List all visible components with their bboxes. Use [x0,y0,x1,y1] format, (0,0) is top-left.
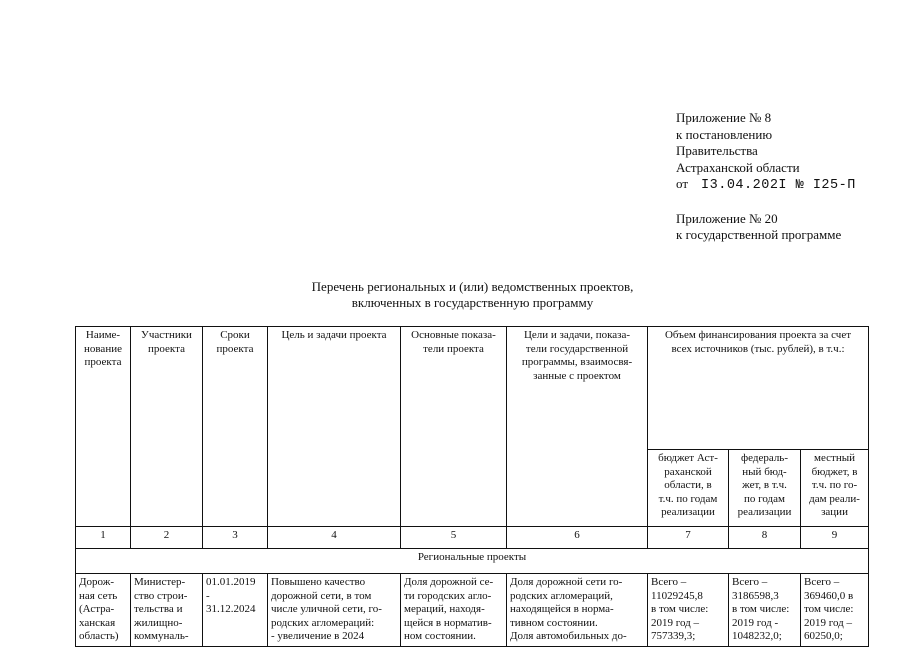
header-program-goals: Цели и задачи, показа- тели государственной программы, взаимосвя- занные с проектом [507,327,648,527]
header-goal: Цель и задачи проекта [268,327,401,527]
header-date [676,176,896,195]
cell-indicators: Доля дорожной се- ти городских агло- мераций, находя- щейся в норматив- ном состоянии. [401,574,507,647]
date-value: I3.04.202I № I25-П [701,178,856,193]
cell-local-budget: Всего – 369460,0 в том числе: 2019 год – 60250,0; [801,574,869,647]
header-participants: Участники проекта [131,327,203,527]
column-number: 1 [76,527,131,549]
cell-goal: Повышено качество дорожной сети, в том числе уличной сети, го- родских агломераций: - увеличение в 2024 [268,574,401,647]
title-line-1: Перечень региональных и (или) ведомственных проектов, [311,279,634,294]
section-heading: Региональные проекты [76,549,869,574]
header-line: Правительства [676,143,758,158]
table-row [76,574,869,647]
column-number: 8 [729,527,801,549]
header-dates: Сроки проекта [203,327,268,527]
column-number: 7 [648,527,729,549]
column-number: 4 [268,527,401,549]
cell-regional-budget: Всего – 11029245,8 в том числе: 2019 год – 757339,3; [648,574,729,647]
cell-participants: Министер- ство строи- тельства и жилищно- коммуналь- [131,574,203,647]
date-prefix: от [676,176,689,191]
cell-project-name: Дорож- ная сеть (Астра- ханская область) [76,574,131,647]
header-line: к постановлению [676,126,773,142]
cell-program-goals: Доля дорожной сети го- родских агломераций, находящейся в норма- тивном состоянии. Доля автомобильных до- [507,574,648,647]
header-indicators: Основные показа- тели проекта [401,327,507,527]
header-line: к государственной программе [676,227,842,242]
title-line-2: включенных в государственную программу [351,295,594,310]
appendix-header [676,110,896,244]
cell-dates: 01.01.2019 - 31.12.2024 [203,574,268,647]
column-number: 2 [131,527,203,549]
header-regional-budget: бюджет Аст- раханской области, в т.ч. по годам реализации [648,450,729,527]
column-number: 6 [507,527,648,549]
cell-federal-budget: Всего – 3186598,3 в том числе: 2019 год - 1048232,0; [729,574,801,647]
column-number: 9 [801,527,869,549]
header-line: Приложение № 20 [676,210,778,226]
column-number: 5 [401,527,507,549]
column-number: 3 [203,527,268,549]
document-title [260,279,685,311]
header-financing: Объем финансирования проекта за счет всех источников (тыс. рублей), в т.ч.: [648,327,869,450]
header-project-name: Наиме- нование проекта [76,327,131,527]
projects-table [75,326,869,647]
header-local-budget: местный бюджет, в т.ч. по го- дам реали- зации [801,450,869,527]
header-line: Астраханской области [676,159,800,175]
header-line: Приложение № 8 [676,110,772,125]
header-federal-budget: федераль- ный бюд- жет, в т.ч. по годам реализации [729,450,801,527]
